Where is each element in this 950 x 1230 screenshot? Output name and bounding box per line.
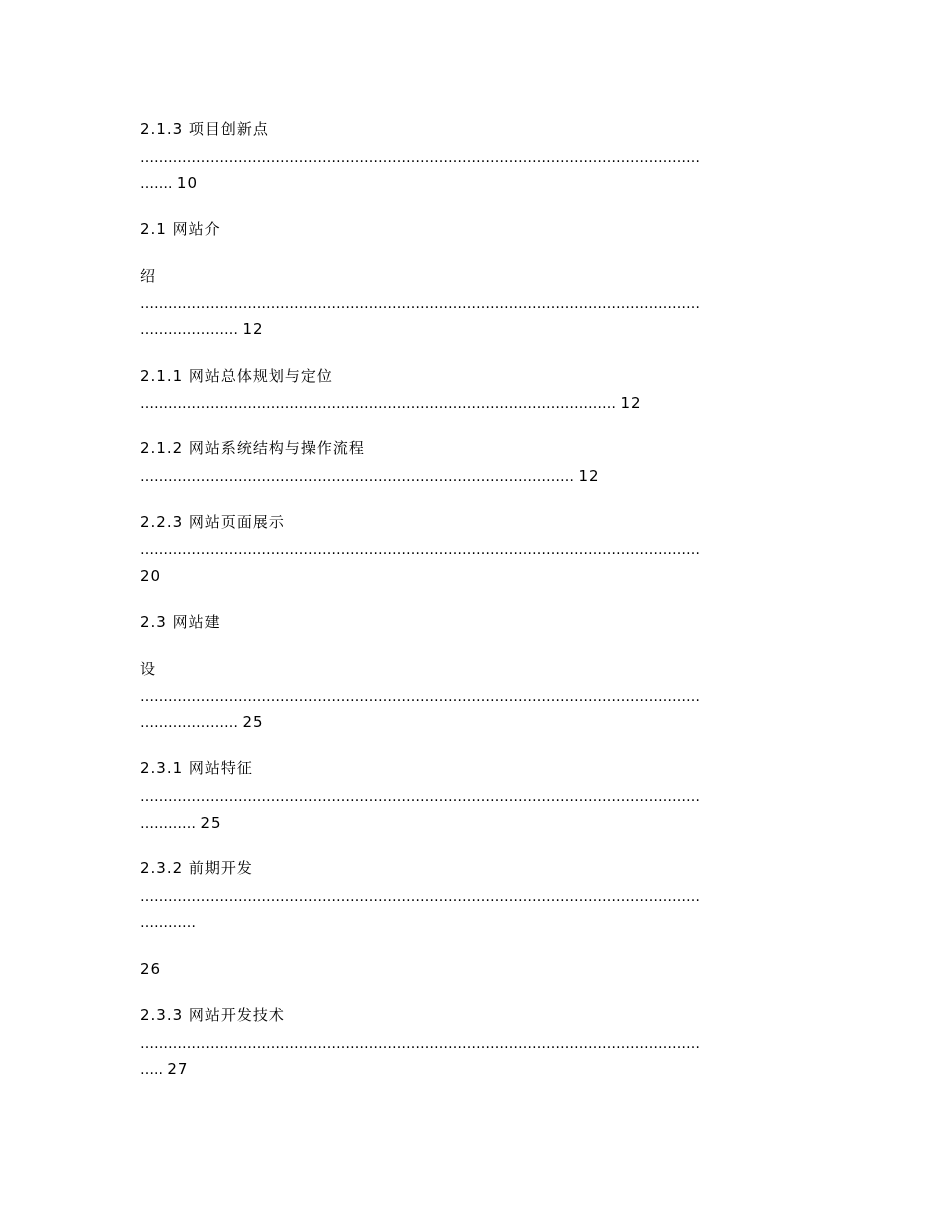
toc-entry-title: 2.1.1 网站总体规划与定位	[140, 367, 333, 385]
toc-leader-dots: …….	[140, 176, 177, 192]
toc-page-number: 25	[242, 713, 264, 731]
toc-entry-page-line	[140, 813, 222, 834]
toc-entry-title-continued: 绍	[140, 267, 157, 285]
toc-entry-title-continued: 设	[140, 660, 157, 678]
toc-entry-title: 2.1.3 项目创新点	[140, 120, 269, 138]
toc-entry-title: 2.3 网站建	[140, 613, 221, 631]
toc-leader-dots: …………………………………………………………………………………………………………	[140, 150, 700, 166]
toc-entry-title: 2.1.2 网站系统结构与操作流程	[140, 439, 365, 457]
toc-leader-dots: …………………………………………………………………………………………………………	[140, 542, 700, 558]
toc-page-number: 10	[176, 174, 198, 192]
toc-page-number: 20	[140, 567, 162, 585]
toc-entry-title: 2.3.1 网站特征	[140, 759, 253, 777]
toc-entry-title: 2.1 网站介	[140, 220, 221, 238]
toc-entry-page-line	[140, 319, 264, 340]
toc-leader-dots: …………………………………………………………………………………	[140, 469, 579, 485]
toc-entry-title: 2.3.2 前期开发	[140, 859, 253, 877]
toc-leader-dots: …………………………………………………………………………………………………………	[140, 1036, 700, 1052]
toc-page-number: 26	[140, 960, 162, 978]
toc-leader-dots: …………	[140, 915, 196, 931]
toc-entry-page-line	[140, 466, 600, 487]
toc-leader-dots: …………	[140, 816, 201, 832]
toc-page-number: 12	[578, 467, 600, 485]
toc-page-number: 12	[620, 394, 642, 412]
toc-entry-page-line	[140, 1059, 188, 1080]
toc-leader-dots: …………………………………………………………………………………………………………	[140, 789, 700, 805]
toc-entry-page-line	[140, 393, 642, 414]
toc-page-number: 12	[242, 320, 264, 338]
toc-entry-page-line	[140, 712, 264, 733]
toc-leader-dots: …………………………………………………………………………………………………………	[140, 689, 700, 705]
toc-leader-dots: …………………	[140, 322, 243, 338]
toc-entry-title: 2.3.3 网站开发技术	[140, 1006, 285, 1024]
toc-entry-title: 2.2.3 网站页面展示	[140, 513, 285, 531]
toc-leader-dots: …………………………………………………………………………………………………………	[140, 889, 700, 905]
toc-entry-page-line	[140, 173, 198, 194]
toc-page-number: 25	[200, 814, 222, 832]
toc-leader-dots: …..	[140, 1062, 168, 1078]
toc-leader-dots: …………………………………………………………………………………………	[140, 396, 621, 412]
toc-page-number: 27	[167, 1060, 189, 1078]
toc-leader-dots: …………………	[140, 715, 243, 731]
toc-leader-dots: …………………………………………………………………………………………………………	[140, 296, 700, 312]
